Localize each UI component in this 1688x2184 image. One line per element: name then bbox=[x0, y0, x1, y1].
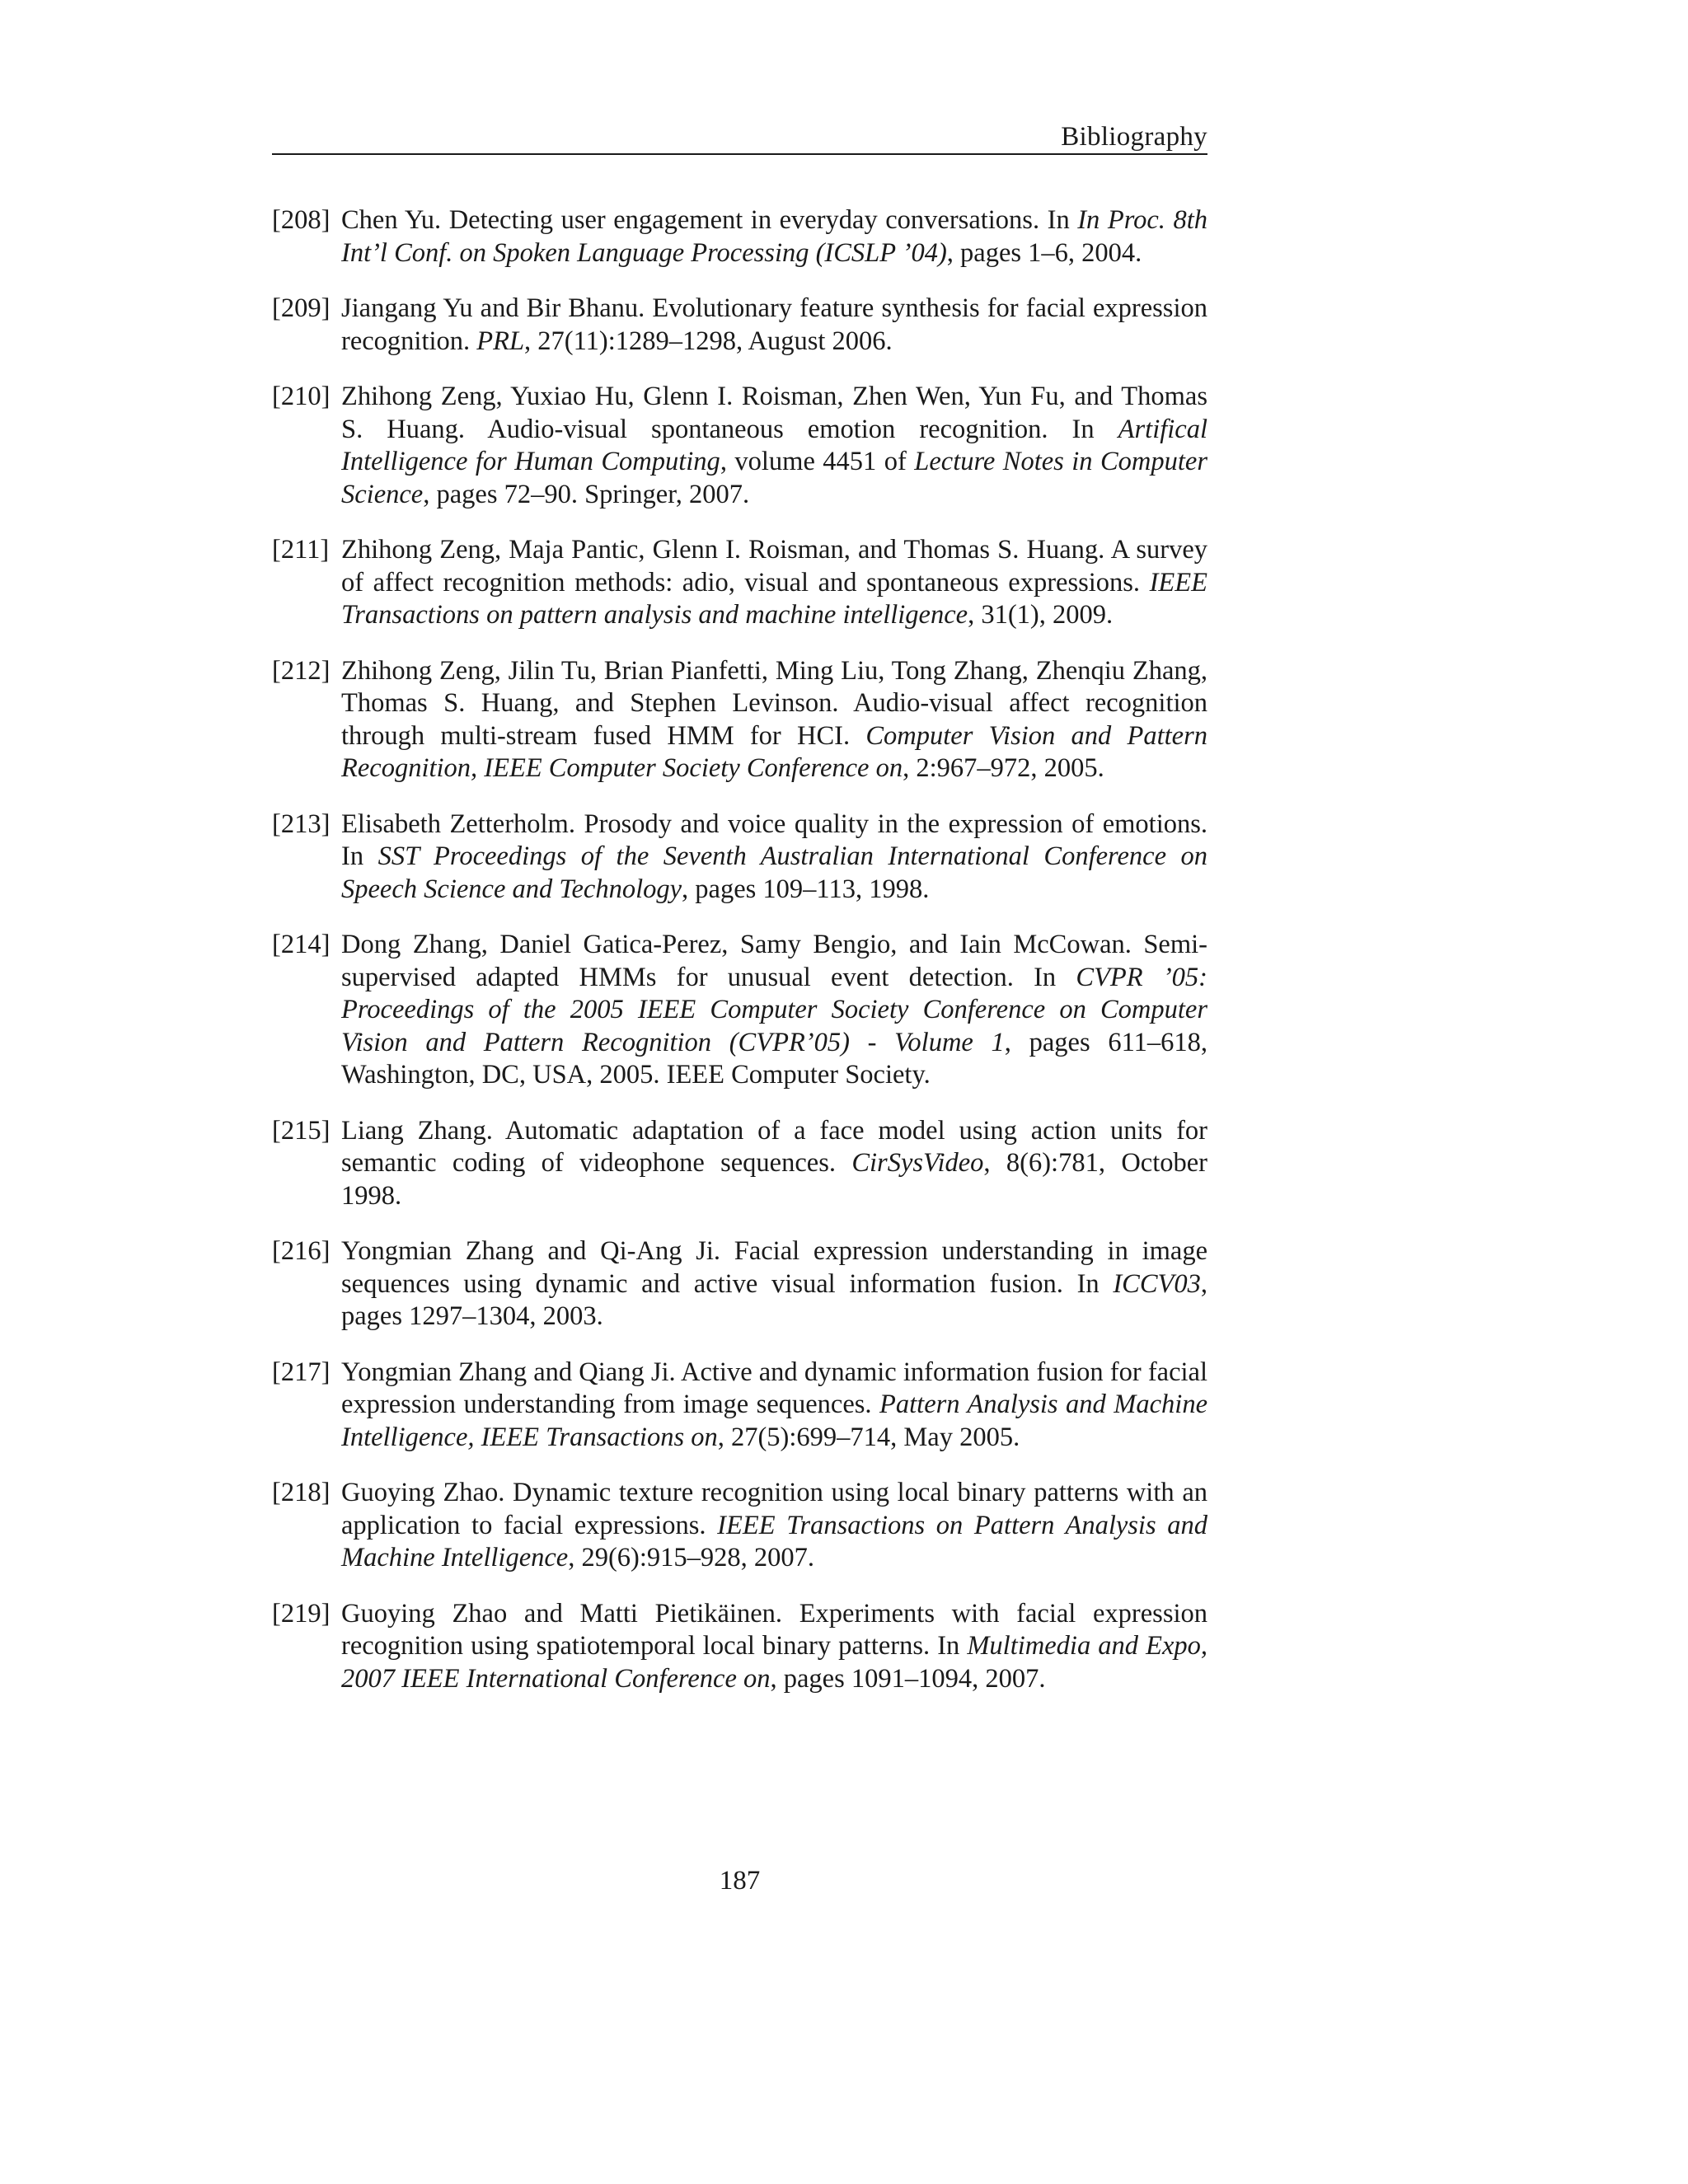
reference-venue: Pattern Analysis and Machine Intelligence, IEEE Transactions on bbox=[341, 1390, 1207, 1452]
reference-text-part: , 31(1), 2009. bbox=[968, 600, 1114, 630]
reference-venue: IEEE Transactions on Pattern Analysis and Machine Intelligence bbox=[341, 1510, 1207, 1572]
reference-venue: PRL bbox=[476, 326, 525, 356]
reference-text-part: Elisabeth Zetterholm. Prosody and voice quality in the expression of emotions. In bbox=[341, 808, 1207, 871]
reference-text-part: , volume 4451 of bbox=[720, 447, 915, 476]
reference-text-part: , pages 72–90. Springer, 2007. bbox=[423, 479, 750, 509]
reference-text-part: , pages 109–113, 1998. bbox=[682, 874, 930, 904]
reference-venue: Computer Vision and Pattern Recognition, IEEE Computer Society Conference on bbox=[341, 720, 1208, 783]
reference-number: [216] bbox=[272, 1236, 331, 1266]
reference-number: [212] bbox=[272, 655, 331, 686]
reference-number: [209] bbox=[272, 293, 331, 323]
reference-venue: IEEE Transactions on pattern analysis and machine intelligence bbox=[341, 567, 1207, 630]
reference-text-part: Chen Yu. Detecting user engagement in everyday conversations. In bbox=[341, 205, 1078, 235]
reference-text-part: , pages 1–6, 2004. bbox=[946, 237, 1142, 268]
reference-text-part: Yongmian Zhang and Qi-Ang Ji. Facial expression understanding in image sequences using dynamic and active visual information fusion. In bbox=[341, 1236, 1207, 1299]
reference-number: [214] bbox=[272, 930, 331, 959]
reference-number: [219] bbox=[272, 1598, 331, 1629]
reference-number: [211] bbox=[272, 535, 330, 565]
reference-entry bbox=[272, 204, 1207, 269]
reference-text-part: Dong Zhang, Daniel Gatica-Perez, Samy Bengio, and Iain McCowan. Semi-supervised adapted HMMs for unusual event detection. In bbox=[341, 930, 1207, 992]
reference-entry bbox=[272, 534, 1207, 632]
reference-text-part: , 8(6):781, October 1998. bbox=[341, 1148, 1207, 1211]
reference-series: Lecture Notes in Computer Science bbox=[341, 447, 1207, 509]
reference-text-part: , pages 1091–1094, 2007. bbox=[770, 1663, 1046, 1694]
reference-entry bbox=[272, 381, 1207, 511]
reference-text-part: , 27(11):1289–1298, August 2006. bbox=[524, 326, 893, 356]
reference-venue: CirSysVideo bbox=[851, 1148, 984, 1178]
reference-text-part: , 27(5):699–714, May 2005. bbox=[717, 1422, 1020, 1452]
reference-text-part: Liang Zhang. Automatic adaptation of a face model using action units for semantic coding of videophone sequences. bbox=[341, 1115, 1207, 1178]
reference-venue: ICCV03 bbox=[1113, 1268, 1201, 1299]
reference-entry bbox=[272, 929, 1207, 1092]
reference-entry bbox=[272, 808, 1207, 907]
reference-number: [217] bbox=[272, 1357, 331, 1387]
reference-number: [208] bbox=[272, 205, 331, 235]
reference-entry bbox=[272, 293, 1207, 358]
reference-entry bbox=[272, 655, 1207, 785]
reference-text-part: Zhihong Zeng, Maja Pantic, Glenn I. Roisman, and Thomas S. Huang. A survey of affect recognition methods: adio, visual and spontaneous expressions. bbox=[341, 535, 1207, 598]
reference-text-part: Jiangang Yu and Bir Bhanu. Evolutionary feature synthesis for facial expression recognition. bbox=[341, 293, 1207, 356]
reference-text-part: Yongmian Zhang and Qiang Ji. Active and dynamic information fusion for facial expression understanding from image sequences. bbox=[341, 1357, 1207, 1419]
reference-text-part: , pages 611–618, Washington, DC, USA, 2005. IEEE Computer Society. bbox=[341, 1027, 1207, 1090]
reference-venue: SST Proceedings of the Seventh Australian International Conference on Speech Science and Technology bbox=[341, 841, 1207, 904]
reference-number: [218] bbox=[272, 1478, 331, 1507]
reference-entry bbox=[272, 1235, 1207, 1333]
reference-text-part: Zhihong Zeng, Yuxiao Hu, Glenn I. Roisman, Zhen Wen, Yun Fu, and Thomas S. Huang. Audio-visual spontaneous emotion recognition. In bbox=[341, 382, 1207, 444]
reference-venue: Artifical Intelligence for Human Computing bbox=[341, 414, 1207, 476]
reference-text-part: Guoying Zhao. Dynamic texture recognition using local binary patterns with an application to facial expressions. bbox=[341, 1478, 1207, 1540]
header-rule bbox=[272, 153, 1207, 155]
reference-text-part: , 2:967–972, 2005. bbox=[903, 753, 1104, 783]
reference-text-part: , 29(6):915–928, 2007. bbox=[568, 1543, 815, 1572]
reference-number: [213] bbox=[272, 808, 331, 839]
reference-venue: CVPR ’05: Proceedings of the 2005 IEEE Computer Society Conference on Computer Vision and Pattern Recognition (CVPR’05) - Volume 1 bbox=[341, 962, 1208, 1057]
reference-number: [210] bbox=[272, 382, 331, 411]
reference-venue: In Proc. 8th Int’l Conf. on Spoken Language Processing (ICSLP ’04) bbox=[341, 205, 1208, 268]
reference-text-part: Zhihong Zeng, Jilin Tu, Brian Pianfetti, Ming Liu, Tong Zhang, Zhenqiu Zhang, Thomas S. Huang, and Stephen Levinson. Audio-visual affect recognition through multi-stream fused HMM for HCI. bbox=[341, 655, 1207, 751]
reference-number: [215] bbox=[272, 1115, 331, 1146]
reference-entry bbox=[272, 1115, 1207, 1213]
running-head: Bibliography bbox=[1061, 122, 1207, 152]
reference-text-part: , pages 1297–1304, 2003. bbox=[341, 1268, 1207, 1331]
reference-venue: Multimedia and Expo, 2007 IEEE International Conference on bbox=[341, 1631, 1207, 1694]
page-number: 187 bbox=[719, 1866, 761, 1896]
reference-list bbox=[272, 204, 1207, 1718]
reference-entry bbox=[272, 1357, 1207, 1455]
reference-entry bbox=[272, 1598, 1207, 1696]
reference-entry bbox=[272, 1477, 1207, 1575]
reference-text-part: Guoying Zhao and Matti Pietikäinen. Experiments with facial expression recognition using spatiotemporal local binary patterns. In bbox=[341, 1598, 1207, 1661]
